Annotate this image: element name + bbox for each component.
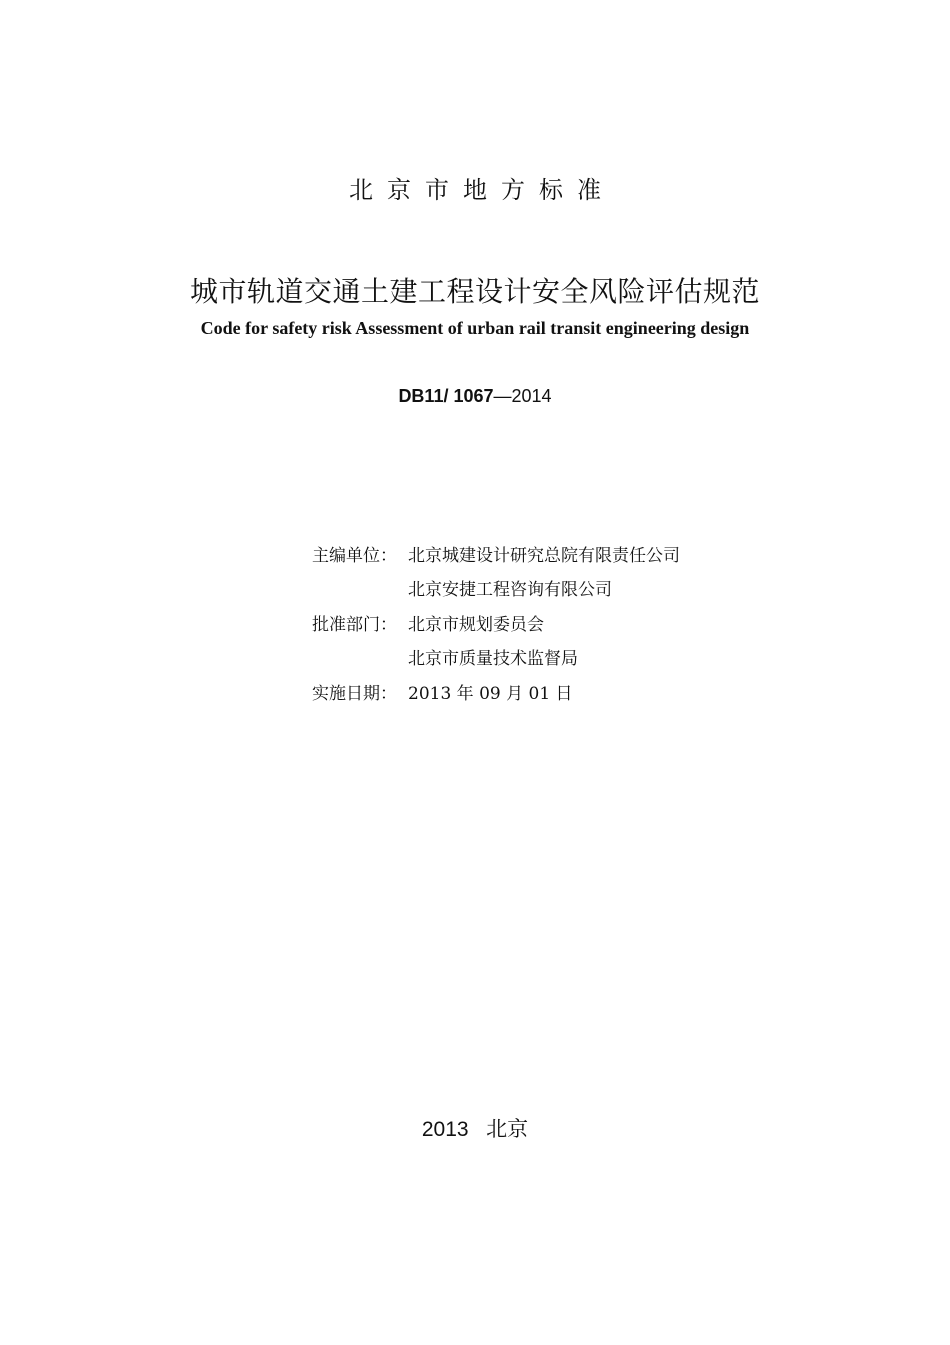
approver-2: 北京市质量技术监督局 [408, 649, 578, 670]
chief-editor-row-2 [312, 571, 832, 606]
effective-date: 2013 年 09 月 01 日 [408, 683, 573, 704]
approval-row-2 [312, 640, 832, 675]
publication-info [312, 536, 832, 709]
approval-label: 批准部门： [312, 614, 397, 635]
standard-category: 北京市地方标准 [349, 176, 615, 204]
publication-place: 北京 [486, 1117, 529, 1141]
chief-editor-label: 主编单位： [312, 545, 397, 566]
standard-separator: — [493, 386, 512, 406]
approver-1: 北京市规划委员会 [408, 614, 544, 635]
effective-date-label: 实施日期： [312, 683, 397, 704]
standard-number [0, 384, 950, 408]
publication-year: 2013 [421, 1118, 469, 1141]
chief-editor-1: 北京城建设计研究总院有限责任公司 [408, 545, 680, 566]
standard-code: DB11/ 1067 [398, 386, 494, 406]
effective-date-row [312, 674, 832, 709]
title-english: Code for safety risk Assessment of urban rail transit engineering design [200, 318, 750, 338]
chief-editor-row [312, 536, 832, 571]
title-chinese: 城市轨道交通土建工程设计安全风险评估规范 [189, 275, 760, 308]
standard-year: 2014 [511, 386, 552, 406]
chief-editor-2: 北京安捷工程咨询有限公司 [408, 580, 612, 601]
publication-footer [0, 1113, 950, 1146]
approval-row [312, 605, 832, 640]
